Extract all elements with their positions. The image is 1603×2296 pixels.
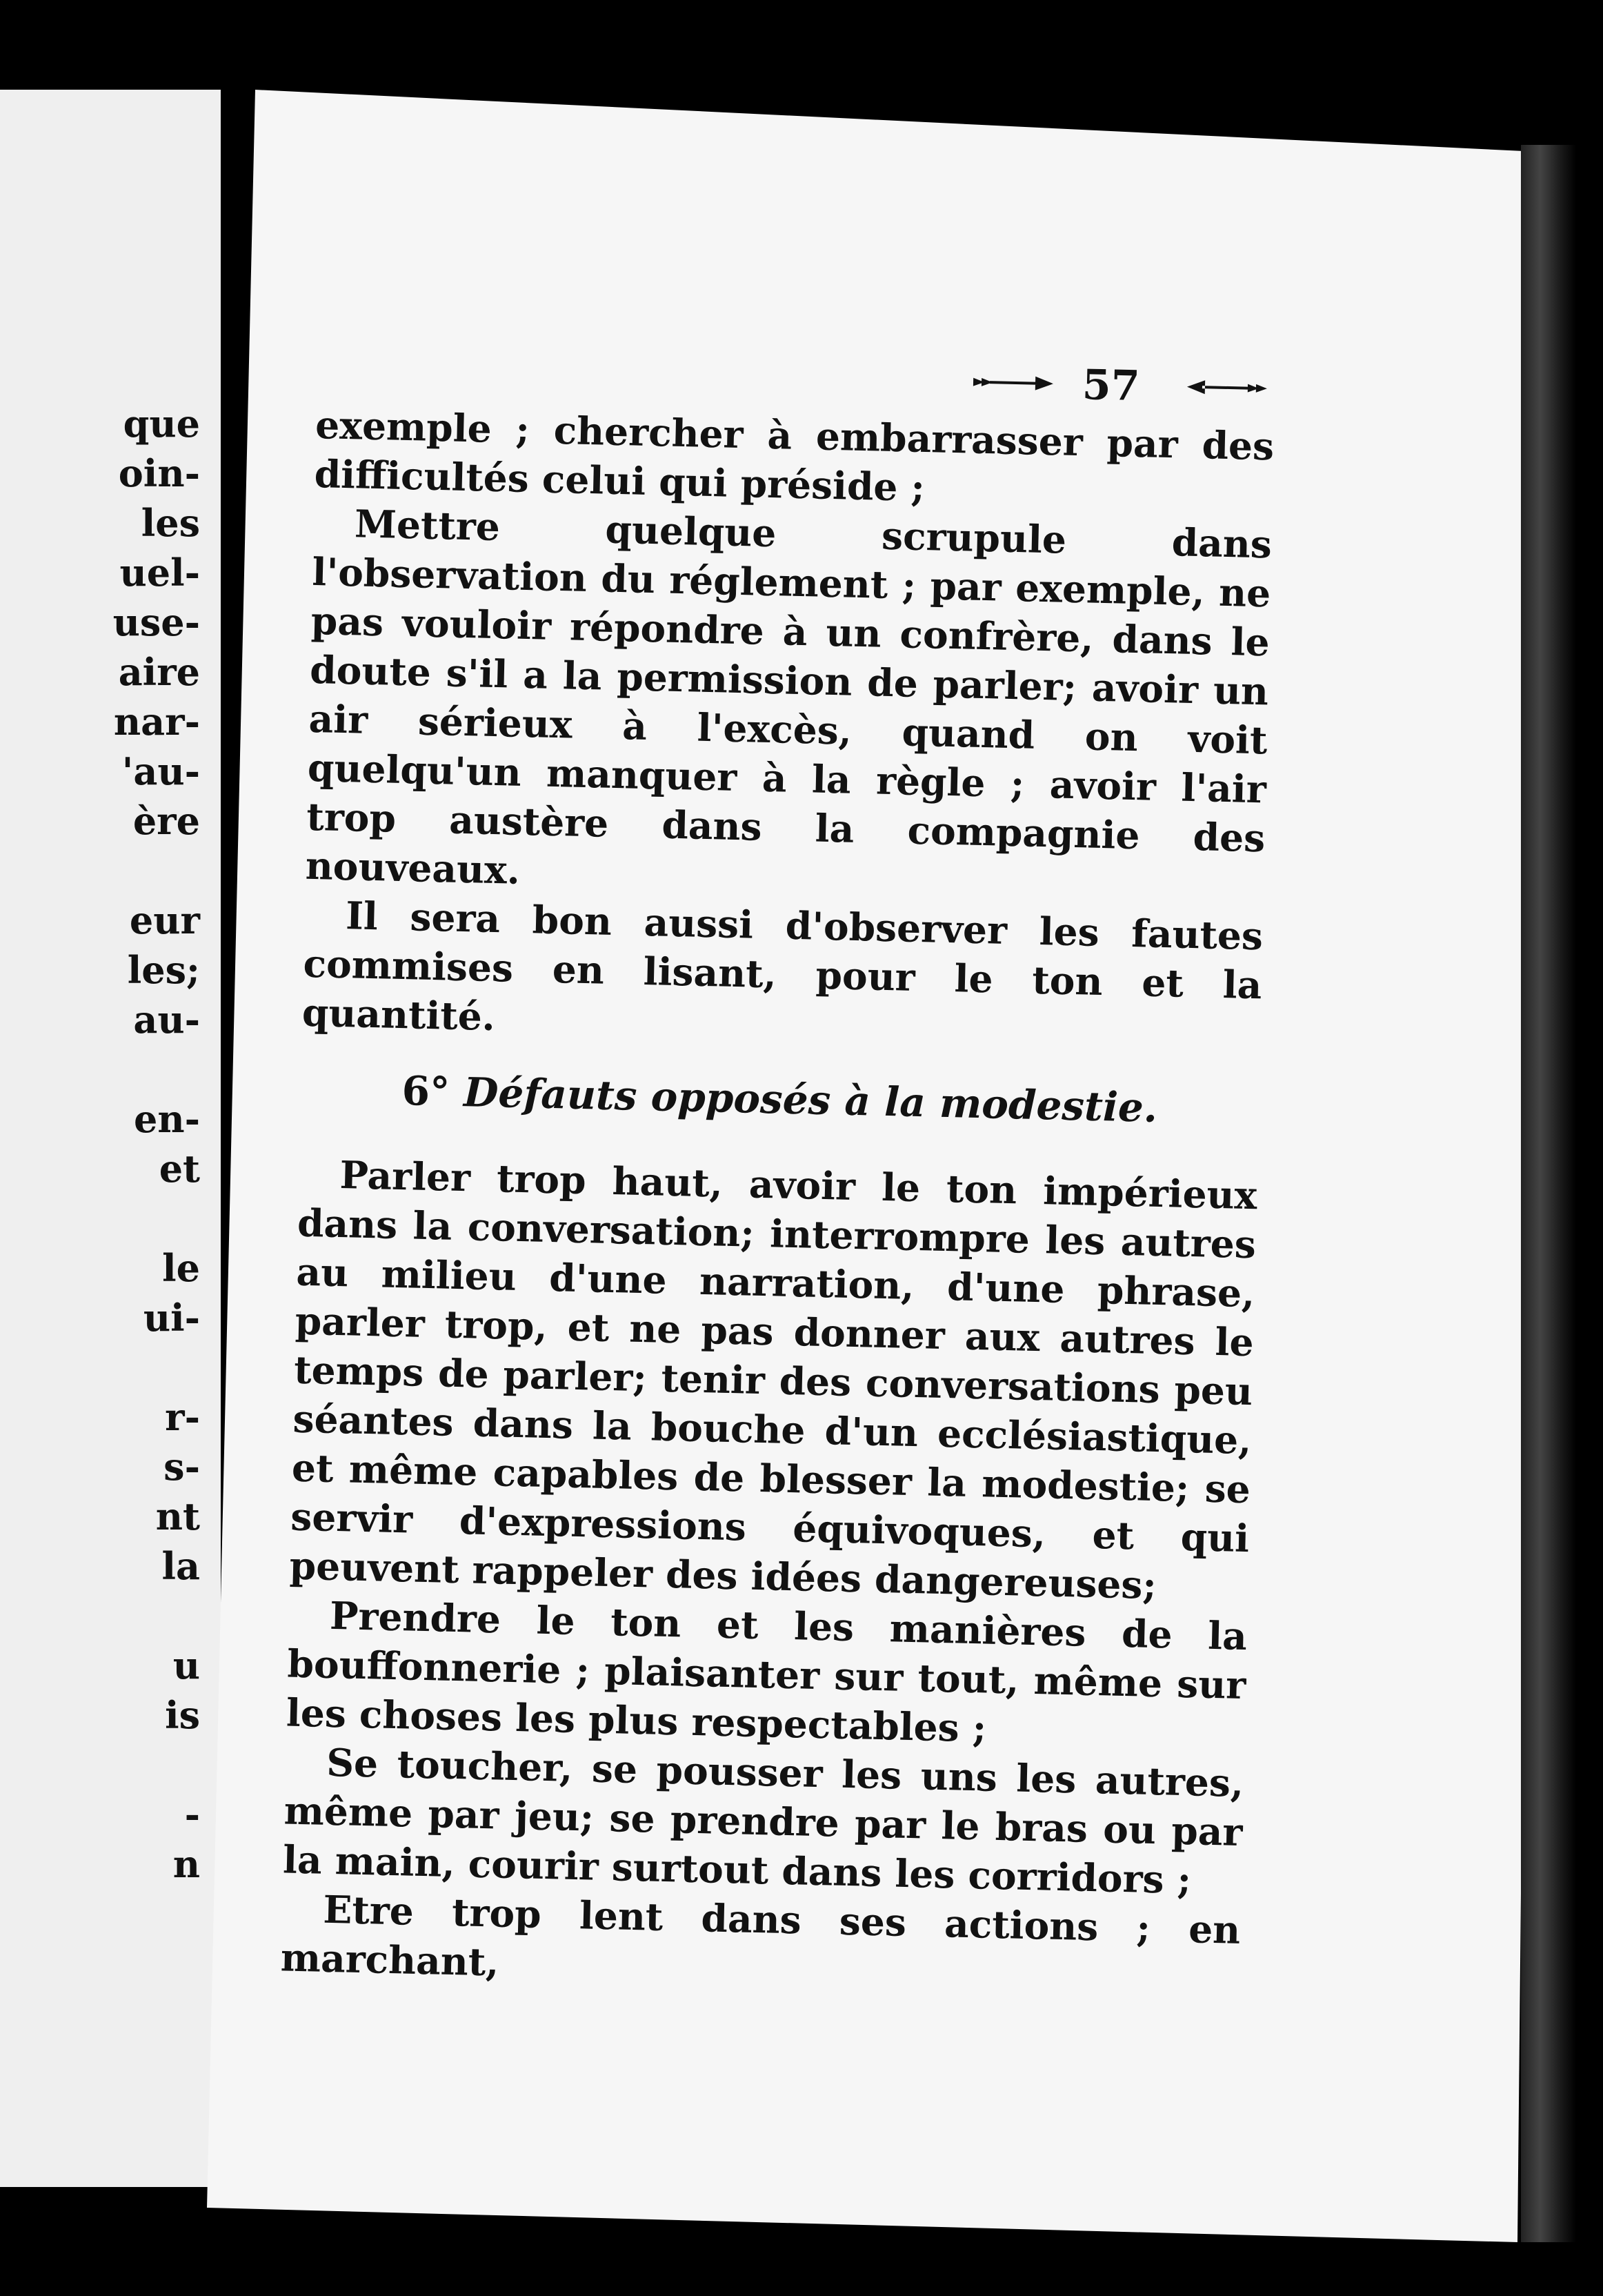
left-pointing-arrow-icon xyxy=(1185,373,1268,403)
paragraph: Parler trop haut, avoir le ton impérieux dans la conversation; interrompre les autres au milieu d'une narration, d'une phrase, parler trop, et ne pas donner aux autres le temps de parler; tenir des conversations peu séantes dans la bouche d'un ecclésiastique, et même capables de blesser la modestie; se servir d'expressions équivoques, et qui peuvent rappeler des idées dangereuses; xyxy=(289,1152,1258,1608)
right-pointing-arrow-icon xyxy=(972,368,1055,398)
left-fragment-line: n xyxy=(172,1842,200,1886)
left-fragment-line: au- xyxy=(133,998,200,1042)
left-fragment-line: que xyxy=(123,402,200,446)
section-heading xyxy=(300,1065,1260,1136)
paragraph: exemple ; chercher à embarrasser par des difficultés celui qui préside ; xyxy=(314,402,1275,511)
left-fragment-line: is xyxy=(165,1693,200,1737)
left-fragment-line: s- xyxy=(163,1445,200,1489)
left-fragment-line: la xyxy=(161,1544,200,1588)
section-number: 6° xyxy=(401,1067,450,1116)
left-fragment-line: aire xyxy=(118,650,200,694)
left-fragment-line: 'au- xyxy=(121,749,200,793)
left-fragment-line: nar- xyxy=(113,700,200,744)
paragraph: Se toucher, se pousser les uns les autres, même par jeu; se prendre par le bras ou par la main, courir surtout dans les corridors ; xyxy=(282,1739,1244,1903)
left-fragment-line: ère xyxy=(132,799,200,843)
left-page-text-fragments xyxy=(0,90,207,2187)
left-page-fragment xyxy=(0,90,221,2187)
paragraph: Prendre le ton et les manières de la bouffonnerie ; plaisanter sur tout, même sur les choses les plus respectables ; xyxy=(286,1592,1248,1751)
left-fragment-line: les; xyxy=(127,948,200,992)
paragraph: Mettre quelque scrupule dans l'observation du réglement ; par exemple, ne pas vouloir répondre à un confrère, dans le doute s'il a la permission de parler; avoir un air sérieux à l'excès, quand on voit quelqu'un manquer à la règle ; avoir l'air trop austère dans la compagnie des nouveaux. xyxy=(305,501,1273,893)
left-fragment-line: eur xyxy=(129,898,200,942)
left-fragment-line: en- xyxy=(133,1097,200,1141)
left-fragment-line: nt xyxy=(155,1494,200,1538)
left-fragment-line: - xyxy=(184,1792,200,1837)
left-fragment-line: uel- xyxy=(119,551,200,595)
page-number: 57 xyxy=(1082,361,1141,411)
page-edge xyxy=(1521,145,1576,2242)
paragraph: Il sera bon aussi d'observer les fautes commises en lisant, pour le ton et la quantité. xyxy=(301,893,1264,1040)
left-fragment-line: r- xyxy=(165,1395,200,1439)
section-title: Défauts opposés à la modestie. xyxy=(463,1069,1158,1131)
left-fragment-line: use- xyxy=(112,600,200,644)
paragraph: Etre trop lent dans ses actions ; en marchant, xyxy=(280,1886,1241,1985)
left-fragment-line: ui- xyxy=(143,1296,200,1340)
page-text-block xyxy=(280,345,1275,2003)
left-fragment-line: et xyxy=(159,1147,200,1191)
left-fragment-line: oin- xyxy=(118,451,200,495)
left-fragment-line: les xyxy=(141,501,200,545)
left-fragment-line: le xyxy=(162,1246,200,1290)
left-fragment-line: u xyxy=(172,1643,200,1688)
